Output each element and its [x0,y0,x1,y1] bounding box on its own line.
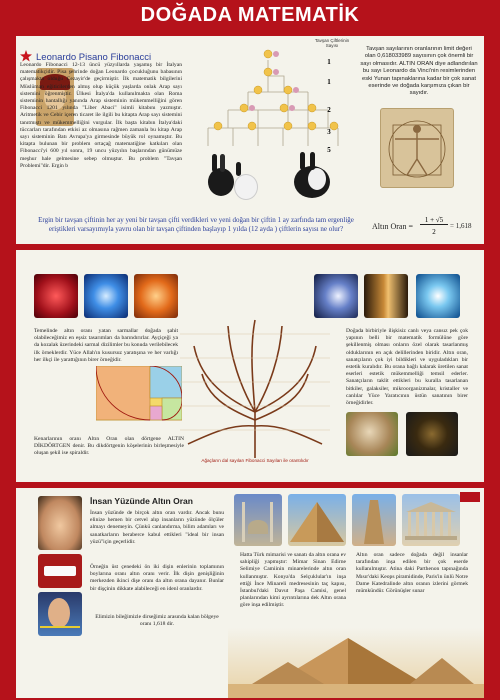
monuments-text: Altın oran sadece doğada değil insanlar tarafından inşa edilen bir çok eserde kullanılmıştır. Atina daki Parthenon tapınağında Mısır'daki Keops piramidinde, Paris'in ünlü Notre Dame Katedralinde altın oranın izlerini görmek mümkündür. Görünüşler sunar [356,552,468,595]
face-photo [38,496,82,550]
golden-ratio-description: Tavşan sayılarının oranlarının limit değeri olan 0,618033989 sayısının çok önemli bir sayı olmasıdır. ALTIN ORAN diye adlandırılan bu sayı Leonardo da Vinci'nin resimlerinden eski Yunan tapınaklarına kadar bir çok sanat eserinde ve doğada karşımıza çıkan bir sayıdır. [360,46,478,97]
fib-number-3: 2 [327,106,331,114]
turkish-architecture-text: Hatta Türk mimarisi ve sanatı da altın orana ev sahipliği yapmıştır: Mimar Sinan Edirne Selimiye Camiinin minarelerinde altın oran kullanmıştır. Konya'da Selçuklular'ın inşa ettiği İnce Minareli medresesinin taç kapısı, İstanbul'daki Davut Paşa Camisi, genel planlarından kimi ayrıntılarına dek Altın orana göre inşa edilmiştir. [240,552,346,609]
shell-spiral-photo [84,274,128,318]
formula-denominator: 2 [432,228,436,236]
fibonacci-heading: Leonardo Pisano Fibonacci [36,52,152,63]
rabbits-photo-left [202,154,266,204]
fib-number-1: 1 [327,58,331,66]
corner-tab [460,492,480,502]
human-face-heading: İnsan Yüzünde Altın Oran [90,496,193,506]
fibonacci-tree-diagram [180,316,330,458]
formula-result: = 1,618 [450,222,472,230]
fib-number-4: 3 [327,128,331,136]
fibonacci-panel [16,36,484,244]
rabbits-photo-right [286,152,342,204]
human-face-panel [16,488,484,698]
hand-face-photo [38,592,82,636]
romanesco-photo [134,274,178,318]
rabbit-count-header: Tavşan Çiftlerinin Sayısı [314,38,350,48]
star-icon [20,50,32,62]
parthenon-photo [402,494,460,546]
spiral-description: Temelinde altın oranı yatan sarmallar doğada şahit olabileceğimiz en eşsiz tasarımları da barındırırlar. Ayçiçeği ya da kozalak üzerindeki sarmal dizilimler bu konuda verilebilecek ilk örneklerdir. Yüce Allah'ın kusursuz yaratışına ve her varlığı her ilkçi ile yarattığının birer örneğidir. [34,328,178,363]
fibonacci-bio: Leonardo Fibonacci 12-13 üncü yüzyıllarda yaşamış bir İtalyan matematikçidir. Pisa şehrinde doğan Leonardo çocukluğunu babasının çalışmakta olduğu Cezayir'de geçirmiştir. İlk matematik bilgilerini Müslüman eğiticilerden almış olup küçük yaşlarda onlak Arap sayı sistemini öğrenmiştir. Ülkesi İtalya'da kullanılmakta olan Roma sisteminin hantallığı yanında Arap sisteminin mükemmelliğini gören Fibonacci 1201 yılında "Liber Abaci" isimli kitabını yazmıştır. Aritmetik ve Cebir içeren ticaret ile ilgili bu kitapta Arap sayı sistemini tanıtmıştı ve mükemmelliğini vurgular. İlk başta kitabın İtalya'daki tüccarları tarafından etkisi az olmasına rağmen zamanla bu kitap Arap sayı sisteminin Batı Avrupa'ya girmesinde büyük rol oynamıştır. Bu kitapta bulunan bir problem ortaçağ matematiğine katkıları olan Fibonacci'yi 600 yıl sonra, 19 uncu yüzyılın başlarından günümüze meşhur hale gelmesine sebep olmuştur. Bu problem "Tavşan Problemi"dir. Ergin b [20,62,182,169]
fib-number-5: 5 [327,146,331,154]
formula-label: Altın Oran = [372,222,413,231]
formula-numerator: 1 + √5 [420,216,448,225]
desert-pyramids-image [228,628,484,698]
golden-rectangle-diagram [96,366,182,426]
arm-ratio-text: Elimizin bileğimizle dirseğimiz arasında kalan bölgeye oranı 1,618 dir. [95,614,219,628]
tree-caption: Ağaçların dal sayıları Fibonacci Sayıları ile orantılıdır [201,458,309,463]
mosque-photo [234,494,282,546]
vitruvian-man-image [380,108,454,188]
page-title: DOĞADA MATEMATİK [140,4,360,26]
pyramid-photo [288,494,346,546]
water-spiral-photo [416,274,460,318]
galaxy-photo [314,274,358,318]
drill-photo [364,274,408,318]
snail-photo [346,412,398,456]
spirals-panel [16,250,484,482]
teeth-photo [38,554,82,588]
human-face-text: İnsan yüzünde de birçok altın oran vardır. Ancak bunu elinize hemen bir cetvel alıp insanların yüzünde ölçüler almayı denemeyin. Çünkü canlandırma, bilim adamları ve sanatkarların beraberce kabul ettikleri "ideal bir insan yüzü"için geçerlidir. [90,510,224,545]
fib-number-2: 1 [327,78,331,86]
teeth-ratio-text: Örneğin üst çenedeki ön iki dişin enlerinin toplamının boylarına oranı altın oranı verir. İlk dişin genişliğinin merkezden ikinci dişe oranı da altın orana dayanır. Bunlar bir dişçinin dikkate alabileceği en idenl oranlardır. [90,564,224,592]
tower-photo [352,494,396,546]
golden-rectangle-description: Kenarlarının oranı Altın Oran olan dörtgene ALTIN DİKDÖRTGEN denir. Bu dikdörtgenin köşelerinin birleşmesiyle oluşan şekil ise spiraldir. [34,436,184,457]
rose-photo [34,274,78,318]
design-description: Doğada birbiriyle ilişkisiz canlı veya cansız pek çok yapının belli bir matematik formülüne göre şekillenmiş olması onların özel olarak tasarlanmış olduklarının en açık delillerinden biridir. Altın oran, sanatçıların çok iyi bildikleri ve uyguladıkları bir estetik kuralıdır. Bu orana bağlı kalarak üretilen sanat eserleri estetik mükemmelliği temsil ederler. Sanatçıların taklit ettikleri bu kuralla tasarlanan bitkiler, galaksiler, mikroorganizmalar, kristaller ve canlılar Yüce Yaratıcının üstün sanatının birer örneğidirler. [346,328,468,407]
rabbit-question: Ergin bir tavşan çiftinin her ay yeni bir tavşan çifti verdikleri ve yeni doğan bir çiftin 1 ay zarfında tam ergenliğe eriştikleri varsayımıyla yavru olan bir tavşan çiftinden başlayıp 1 yılda (12 ayda ) çiftlerin sayısı ne olur? [38,216,354,233]
sunflower-photo [406,412,458,456]
